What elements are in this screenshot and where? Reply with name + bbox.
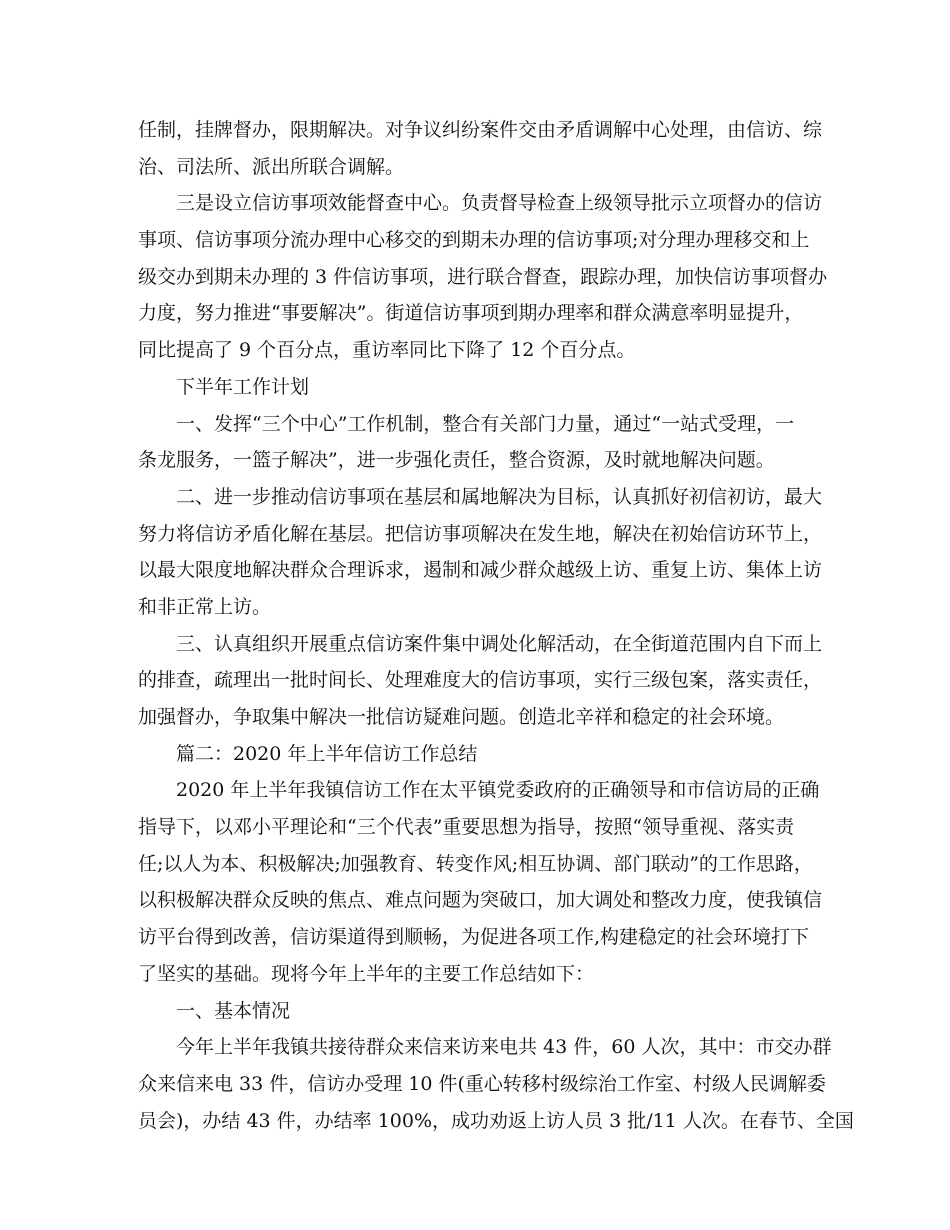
text-line: 同比提高了 9 个百分点，重访率同比下降了 12 个百分点。 bbox=[138, 339, 636, 362]
text-line: 二、进一步推动信访事项在基层和属地解决为目标，认真抓好初信初访，最大 bbox=[176, 485, 823, 508]
text-line: 指导下，以邓小平理论和“三个代表”重要思想为指导，按照“领导重视、落实责 bbox=[138, 816, 795, 839]
text-line: 任;以人为本、积极解决;加强教育、转变作风;相互协调、部门联动”的工作思路， bbox=[138, 852, 813, 875]
text-line: 今年上半年我镇共接待群众来信来访来电共 43 件，60 人次，其中：市交办群 bbox=[176, 1036, 832, 1059]
text-line: 员会)，办结 43 件，办结率 100%，成功劝返上访人员 3 批/11 人次。在春节、全国 bbox=[138, 1109, 854, 1132]
text-line: 一、发挥“三个中心”工作机制，整合有关部门力量，通过“一站式受理，一 bbox=[176, 412, 795, 435]
text-line: 三、认真组织开展重点信访案件集中调处化解活动，在全街道范围内自下而上 bbox=[176, 632, 823, 655]
text-line: 众来信来电 33 件，信访办受理 10 件(重心转移村级综治工作室、村级人民调解委 bbox=[138, 1072, 826, 1095]
text-line: 条龙服务，一篮子解决”，进一步强化责任，整合资源，及时就地解决问题。 bbox=[138, 449, 775, 472]
text-line: 以最大限度地解决群众合理诉求，遏制和减少群众越级上访、重复上访、集体上访 bbox=[138, 559, 823, 582]
text-line: 治、司法所、派出所联合调解。 bbox=[138, 155, 405, 178]
text-line: 的排查，疏理出一批时间长、处理难度大的信访事项，实行三级包案，落实责任， bbox=[138, 669, 823, 692]
text-line: 2020 年上半年我镇信访工作在太平镇党委政府的正确领导和市信访局的正确 bbox=[176, 779, 820, 802]
text-line: 努力将信访矛盾化解在基层。把信访事项解决在发生地，解决在初始信访环节上， bbox=[138, 522, 823, 545]
text-line: 以积极解决群众反映的焦点、难点问题为突破口，加大调处和整改力度，使我镇信 bbox=[138, 889, 823, 912]
text-line: 力度，努力推进“事要解决”。街道信访事项到期办理率和群众满意率明显提升， bbox=[138, 302, 804, 325]
text-line: 级交办到期未办理的 3 件信访事项，进行联合督查，跟踪办理，加快信访事项督办 bbox=[138, 265, 828, 288]
section-heading: 一、基本情况 bbox=[176, 999, 291, 1022]
text-line: 三是设立信访事项效能督查中心。负责督导检查上级领导批示立项督办的信访 bbox=[176, 192, 823, 215]
text-line: 事项、信访事项分流办理中心移交的到期未办理的信访事项;对分理办理移交和上 bbox=[138, 229, 810, 252]
text-line: 了坚实的基础。现将今年上半年的主要工作总结如下： bbox=[138, 962, 595, 985]
section-heading: 下半年工作计划 bbox=[176, 375, 310, 398]
text-line: 任制，挂牌督办，限期解决。对争议纠纷案件交由矛盾调解中心处理，由信访、综 bbox=[138, 119, 823, 141]
text-line: 加强督办，争取集中解决一批信访疑难问题。创造北辛祥和稳定的社会环境。 bbox=[138, 706, 785, 728]
section-heading: 篇二：2020 年上半年信访工作总结 bbox=[176, 742, 478, 765]
text-line: 和非正常上访。 bbox=[138, 595, 272, 618]
document-body bbox=[138, 112, 854, 1139]
text-line: 访平台得到改善，信访渠道得到顺畅，为促进各项工作,构建稳定的社会环境打下 bbox=[138, 926, 810, 949]
